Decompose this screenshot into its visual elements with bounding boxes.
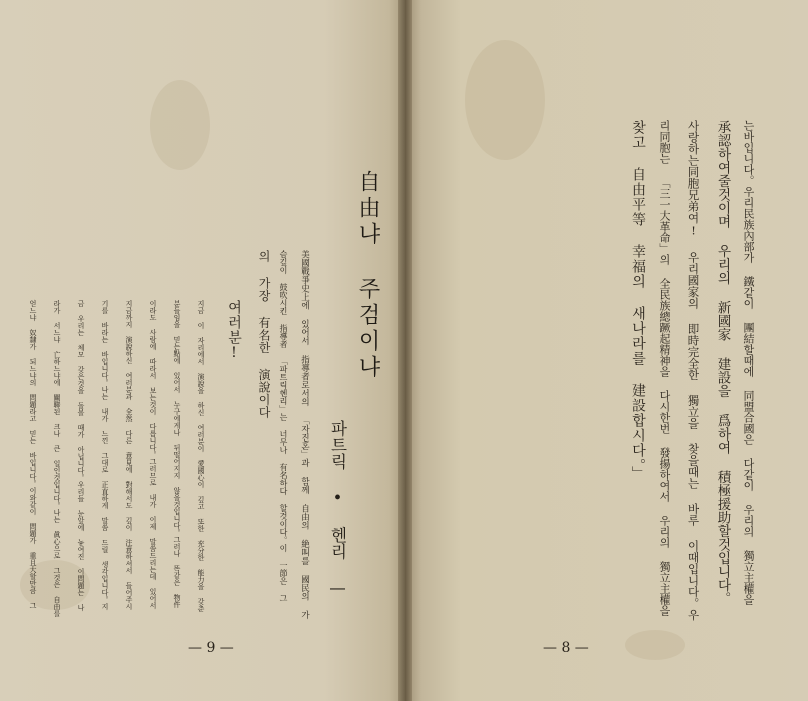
- right-page: [405, 0, 808, 701]
- body-column-4: 리同胞는 「三一大革命」의 全民族總蹶起精神을 다시한번 發揚하여서 우리의 獨立主權을: [658, 120, 671, 616]
- body-column-4: 지금까지 演說하신 여러분과 全然 다른 意見에 對해서도 깊이 注意하셔서 들어주시: [125, 300, 133, 610]
- salutation: 여러분!: [226, 300, 242, 362]
- body-column-7: 라가 서느냐 亡하느냐에 關聯된 크나 큰 일인것입니다。나는 眞心으로 그것은 自由를: [53, 300, 61, 617]
- intro-column-1: 美國戰爭史上에 있어서 指導者로서의 「자진혼」과 함께 自由의 絶叫를 國民의 가: [299, 250, 310, 619]
- intro-column-3: 의 가장 有名한 演說이다: [257, 250, 271, 419]
- body-column-6: 금 우리는 체모 갖은것을 돌볼 때가 아닙니다。우리들 눈앞에 놓여진 이問題는 나: [77, 300, 85, 611]
- page-title: 自由냐 주검이냐: [355, 170, 380, 381]
- body-column-5: 찾고 自由平等 幸福의 새나라를 建設합시다。」: [630, 120, 646, 481]
- body-column-3: 사랑하는同胞兄弟여! 우리國家의 即時完全한 獨立을 찾을때는 바루 이때입니다。우: [686, 120, 701, 621]
- body-column-2: 분들임을 믿는點에 있어서 누구에게나 뒤떨어지지 않을것입니다。그러나 똑같은 物件: [173, 300, 181, 608]
- body-column-1: 지금 이 자리에서 演說을 하신 여러분이 愛國心이 깊고 또한 充分한 能力을 갖춘: [197, 300, 205, 612]
- body-column-2: 承認하여줄것이며 우리의 新國家 建設을 爲하여 積極援助할것입니다。: [714, 120, 731, 605]
- right-page-number: — 8 —: [543, 640, 589, 656]
- body-column-8: 얻느냐 奴隸가 되느냐의 問題라고 믿는 바입니다。이와같이 問題가 重且大할만큼 그: [29, 300, 37, 609]
- body-column-3: 이라도 사람에 따라서 보는것이 다릅니다。그러므로 내가 이제 말씀드리는데 있어서: [149, 300, 157, 609]
- body-column-5: 기를 바라는 바입니다。나는 내가 느낀 그대로 正直하게 말씀 드릴 생각입니다。지: [101, 300, 109, 610]
- body-column-1: 는바입니다。우리民族內部가 鐵같이 團結할때에 同盟合國은 다같이 우리의 獨立主權을: [742, 120, 755, 605]
- intro-column-2: 슴깊이 鼓吹시킨 指導者 「파트릭헨리」는 너무나 有名하다 할것이다。이 一節은 그: [279, 250, 288, 602]
- author-name: 파트릭 • 헨리 —: [328, 420, 347, 598]
- left-page-number: — 9 —: [188, 640, 234, 656]
- book-gutter: [398, 0, 412, 701]
